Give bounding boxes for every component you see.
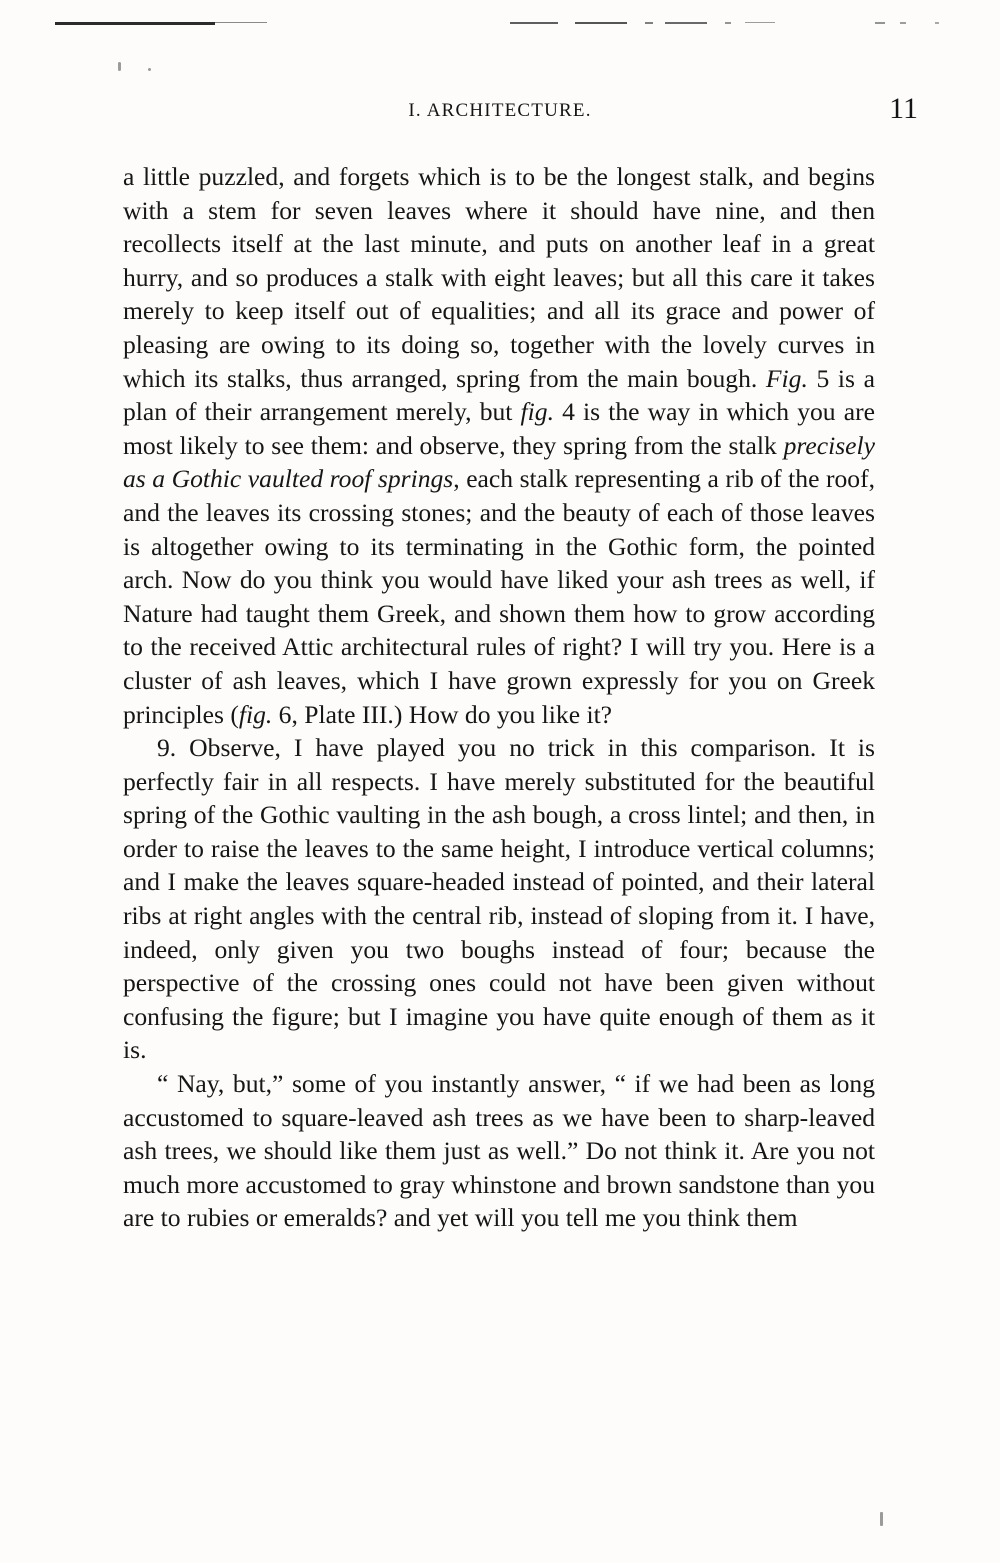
paragraph xyxy=(123,1067,875,1235)
running-head-title: I. ARCHITECTURE. xyxy=(408,100,592,121)
body-text-column xyxy=(123,160,875,1235)
paragraph xyxy=(123,160,875,731)
page-number: 11 xyxy=(889,92,918,125)
text-run: 6, Plate III.) How do you like it? xyxy=(272,699,613,729)
text-run: “ Nay, but,” some of you instantly answer, “ if we had been as long accustomed to square-leaved ash trees as we have been to sharp-leaved ash trees, we should like them just as well.” Do not think it. Are you not much more accustomed to gray whinstone and brown sandstone than you are to rubies or emeralds? and yet will you tell me you think them xyxy=(123,1069,875,1233)
text-run: , each stalk representing a rib of the roof, and the leaves its crossing stones; and the beauty of each of those leaves is altogether owing to its terminating in the Gothic form, the pointed arch. Now do you think you would have liked your ash trees as well, if Nature had taught them Greek, and shown them how to grow according to the received Attic architectural rules of right? I will try you. Here is a cluster of ash leaves, which I have grown expressly for you on Greek principles ( xyxy=(123,464,875,729)
italic-run: Fig. xyxy=(765,363,808,393)
text-run: 4 is the way in which you are most likely to see them: and observe, they spring from the stalk xyxy=(123,397,875,460)
text-run: a little puzzled, and forgets which is to be the longest stalk, and begins with a stem for seven leaves where it should have nine, and then recollects itself at the last minute, and puts on another leaf in a great hurry, and so produces a stalk with eight leaves; but all this care it takes merely to keep itself out of equalities; and all its grace and power of pleasing are owing to its doing so, together with the lovely curves in which its stalks, thus arranged, spring from the main bough. xyxy=(123,162,875,393)
scan-artifact xyxy=(118,62,121,71)
page-top-rule xyxy=(55,22,945,25)
scan-artifact xyxy=(880,1512,883,1526)
scan-artifact xyxy=(148,68,151,71)
text-run: 9. Observe, I have played you no trick in this comparison. It is perfectly fair in all respects. I have merely substituted for the beautiful spring of the Gothic vaulting in the ash bough, a cross lintel; and then, in order to raise the leaves to the same height, I introduce vertical columns; and I make the leaves square-headed instead of pointed, and their lateral ribs at right angles with the central rib, instead of sloping from it. I have, indeed, only given you two boughs instead of four; because the perspective of the crossing ones could not have been given without confusing the figure; but I imagine you have quite enough of them as it is. xyxy=(123,733,875,1065)
text-run: 5 is a plan of their arrangement merely, but xyxy=(123,363,875,427)
running-head xyxy=(120,92,918,132)
paragraph xyxy=(123,731,875,1067)
italic-run: fig. xyxy=(520,397,554,427)
italic-run: precisely as a Gothic vaulted roof springs xyxy=(123,430,875,494)
italic-run: fig. xyxy=(238,699,273,729)
